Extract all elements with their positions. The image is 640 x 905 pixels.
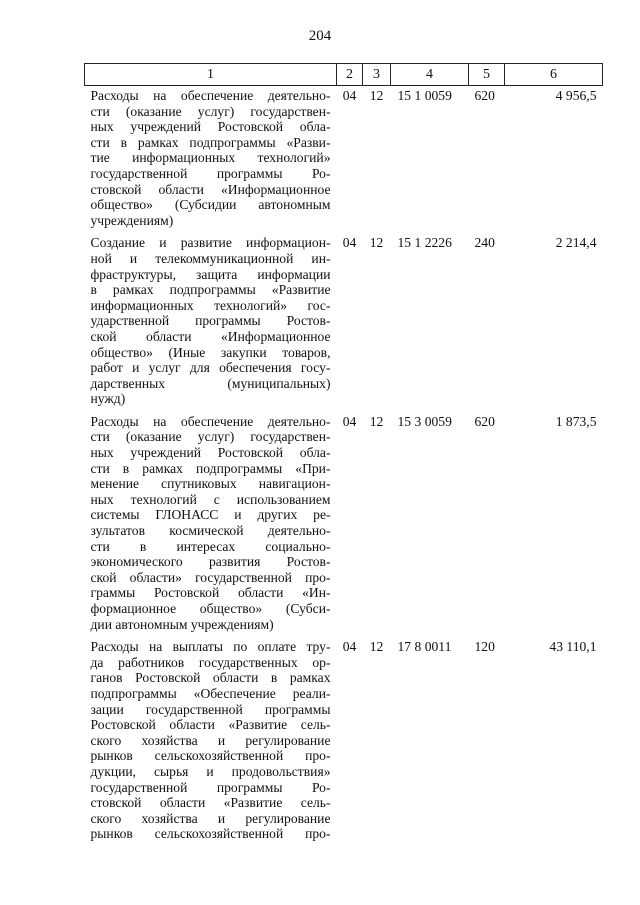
description-line: сти в рамках подпрограммы «Разви- [90, 134, 331, 150]
description-line: ударственной программы Ростов- [90, 313, 331, 329]
page-number: 204 [308, 28, 332, 44]
description-line: работ и услуг для обеспечения госу- [90, 360, 331, 376]
section-code: 04 [342, 88, 357, 103]
subsection-code: 12 [369, 235, 384, 251]
amount-value: 2 214,4 [555, 235, 597, 251]
description-line: подпрограммы «Обеспечение реали- [90, 685, 331, 701]
description-line: рынков сельскохозяйственной про- [90, 748, 331, 764]
table-row [85, 637, 603, 847]
description-line: ных технологий с использованием [90, 491, 331, 507]
table-row [85, 86, 603, 234]
expense-description [85, 233, 337, 412]
budget-table [84, 63, 603, 847]
description-line: сти (оказание услуг) государствен- [90, 429, 331, 445]
description-line: ганов Ростовской области в рамках [90, 670, 331, 686]
description-line: дукции, сырья и продовольствия» [90, 763, 331, 779]
expense-description [85, 86, 337, 234]
table-row [85, 412, 603, 637]
description-line: формационное общество» (Субси- [90, 601, 331, 616]
description-line: общество» (Иные закупки товаров, [90, 344, 331, 360]
header-cell-5: 5 [469, 64, 505, 86]
description-line: ных учреждений Ростовской обла- [90, 445, 331, 461]
table-body [85, 86, 603, 847]
header-cell-1: 1 [85, 64, 337, 86]
description-line: ской области» государственной про- [90, 569, 331, 585]
description-line: Создание и развитие информацион- [90, 235, 331, 251]
target-article-code: 15 1 0059 [397, 88, 452, 103]
amount-value: 43 110,1 [549, 639, 597, 655]
table-header-row [85, 64, 603, 86]
description-line: зультатов космической деятельно- [90, 523, 331, 539]
description-line: рынков сельскохозяйственной про- [90, 826, 331, 842]
expense-description [85, 412, 337, 637]
description-line: ского хозяйства и регулирование [90, 810, 331, 826]
table-row [85, 233, 603, 412]
description-line: ных учреждений Ростовской обла- [90, 119, 331, 135]
description-line: ского хозяйства и регулирование [90, 732, 331, 748]
description-line: стовской области «Развитие сель- [90, 795, 331, 811]
description-line: общество» (Субсидии автономным [90, 197, 331, 213]
description-line: фраструктуры, защита информации [90, 266, 331, 282]
description-line: стовской области «Информационное [90, 181, 331, 197]
description-line: ной и телекоммуникационной ин- [90, 250, 331, 266]
description-line: да работников государственных ор- [90, 654, 331, 670]
expense-type-code: 120 [474, 639, 495, 655]
description-line: граммы Ростовской области «Ин- [90, 585, 331, 601]
description-line: тие информационных технологий» [90, 150, 331, 166]
subsection-code: 12 [369, 413, 384, 429]
subsection-code: 12 [369, 639, 384, 655]
expense-type-code: 620 [474, 88, 495, 103]
description-line: сти (оказание услуг) государствен- [90, 103, 331, 119]
description-line: Расходы на выплаты по оплате тру- [90, 639, 331, 655]
expense-type-code: 240 [474, 235, 495, 251]
description-line: Расходы на обеспечение деятельно- [90, 413, 331, 429]
header-cell-4: 4 [391, 64, 469, 86]
description-line: экономического развития Ростов- [90, 554, 331, 570]
header-cell-2: 2 [337, 64, 363, 86]
description-line: дии автономным учреждениям) [90, 616, 274, 632]
description-line: дарственных (муниципальных) [90, 375, 331, 391]
expense-type-code: 620 [474, 413, 495, 429]
description-line: нужд) [90, 391, 126, 407]
description-line: сти в рамках подпрограммы «При- [90, 460, 331, 476]
description-line: государственной программы Ро- [90, 165, 331, 181]
description-line: менение спутниковых навигацион- [90, 476, 331, 492]
target-article-code: 15 3 0059 [397, 413, 452, 429]
section-code: 04 [342, 235, 357, 251]
target-article-code: 15 1 2226 [397, 235, 452, 251]
expense-description [85, 637, 337, 847]
target-article-code: 17 8 0011 [397, 639, 452, 655]
header-cell-6: 6 [505, 64, 603, 86]
description-line: учреждениям) [90, 212, 174, 228]
description-line: системы ГЛОНАСС и других ре- [90, 507, 331, 523]
description-line: информационных технологий» гос- [90, 297, 331, 313]
amount-value: 4 956,5 [555, 88, 597, 103]
subsection-code: 12 [369, 88, 384, 103]
section-code: 04 [342, 639, 357, 655]
description-line: зации государственной программы [90, 701, 331, 717]
header-cell-3: 3 [363, 64, 391, 86]
description-line: Расходы на обеспечение деятельно- [90, 88, 331, 103]
description-line: государственной программы Ро- [90, 779, 331, 795]
description-line: Ростовской области «Развитие сель- [90, 717, 331, 733]
description-line: ской области «Информационное [90, 328, 331, 344]
amount-value: 1 873,5 [555, 413, 597, 429]
description-line: сти в интересах социально- [90, 538, 331, 554]
description-line: в рамках подпрограммы «Развитие [90, 282, 331, 298]
section-code: 04 [342, 413, 357, 429]
